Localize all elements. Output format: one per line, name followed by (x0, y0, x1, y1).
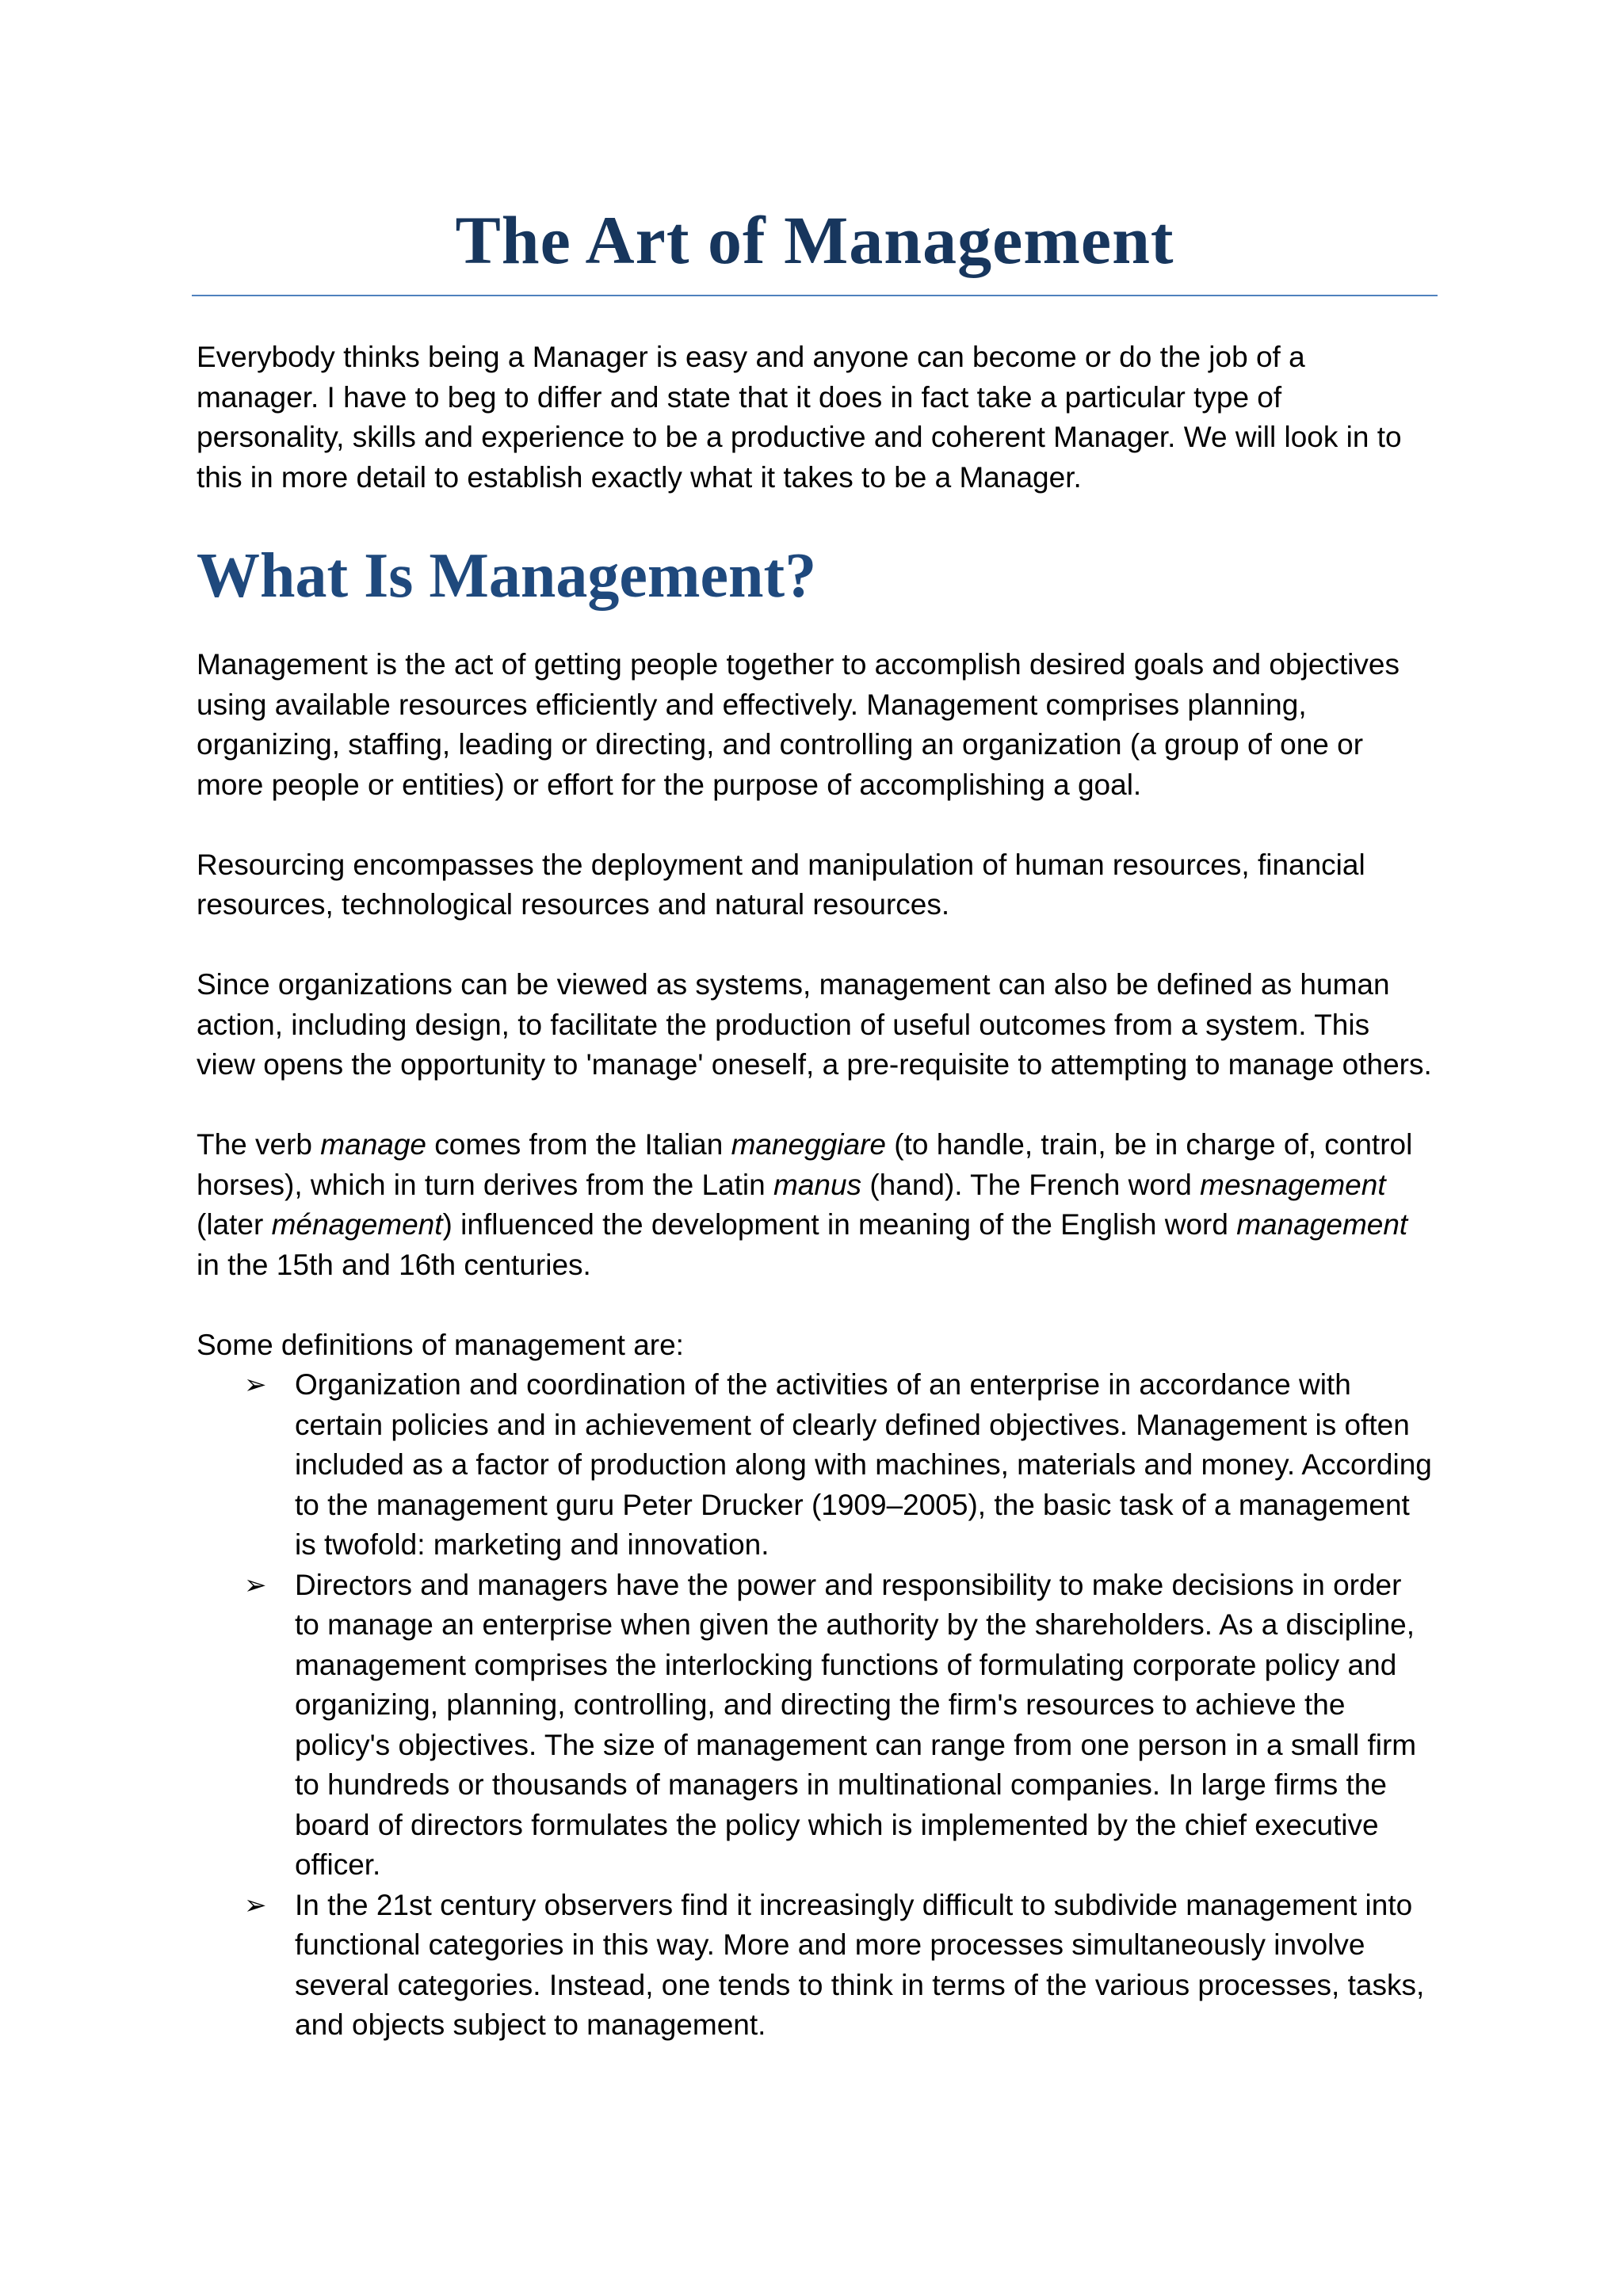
etymology-term: manage (320, 1128, 427, 1161)
etymology-term: maneggiare (731, 1128, 886, 1161)
arrow-bullet-icon: ➢ (244, 1369, 267, 1401)
etymology-text: ) influenced the development in meaning of the English word (442, 1208, 1237, 1241)
resourcing-paragraph: Resourcing encompasses the deployment and manipulation of human resources, financial resources, technological resources and natural resources. (197, 848, 1365, 921)
etymology-text: The verb (197, 1128, 321, 1161)
definitions-list (197, 1365, 1433, 2046)
etymology-text: in the 15th and 16th centuries. (197, 1248, 591, 1281)
definition-paragraph: Management is the act of getting people together to accomplish desired goals and objectives using available resources efficiently and effectively. Management comprises planning, organizing, staffing, leading or directing, and controlling an organization (a group of one or more people or entities) or effort for the purpose of accomplishing a goal. (197, 648, 1400, 801)
list-item (197, 1886, 1433, 2046)
etymology-text: (to handle, train, be in charge of, control horses), which in turn derives from the Latin (197, 1128, 1413, 1201)
etymology-term: mesnagement (1200, 1168, 1386, 1201)
etymology-term: management (1236, 1208, 1408, 1241)
section-heading: What Is Management? (197, 541, 817, 611)
etymology-text: comes from the Italian (426, 1128, 731, 1161)
arrow-bullet-icon: ➢ (244, 1889, 267, 1921)
list-item-text: In the 21st century observers find it increasingly difficult to subdivide management into functional categories in this way. More and more processes simultaneously involve several categories. Instead, one tends to think in terms of the various processes, tasks, and objects subject to management. (295, 1888, 1425, 2041)
etymology-term: ménagement (271, 1208, 443, 1241)
etymology-text: (hand). The French word (861, 1168, 1201, 1201)
intro-paragraph: Everybody thinks being a Manager is easy and anyone can become or do the job of a manager. I have to beg to differ and state that it does in fact take a particular type of personality, skills and experience to be a productive and coherent Manager. We will look in to this in more detail to establish exactly what it takes to be a Manager. (197, 341, 1402, 494)
definitions-intro: Some definitions of management are: (197, 1328, 684, 1361)
list-item-text: Organization and coordination of the activities of an enterprise in accordance with certain policies and in achievement of clearly defined objectives. Management is often included as a factor of production along with machines, materials and money. According to the management guru Peter Drucker (1909–2005), the basic task of a management is twofold: marketing and innovation. (295, 1368, 1432, 1561)
systems-paragraph: Since organizations can be viewed as systems, management can also be defined as human action, including design, to facilitate the production of useful outcomes from a system. This view opens the opportunity to 'manage' oneself, a pre-requisite to attempting to manage others. (197, 968, 1432, 1081)
arrow-bullet-icon: ➢ (244, 1569, 267, 1601)
list-item-text: Directors and managers have the power and responsibility to make decisions in order to manage an enterprise when given the authority by the shareholders. As a discipline, management comprises the interlocking functions of formulating corporate policy and organizing, planning, controlling, and directing the firm's resources to achieve the policy's objectives. The size of management can range from one person in a small firm to hundreds or thousands of managers in multinational companies. In large firms the board of directors formulates the policy which is implemented by the chief executive officer. (295, 1568, 1417, 1881)
title-underline (192, 295, 1438, 296)
etymology-text: (later (197, 1208, 272, 1241)
list-item (197, 1365, 1433, 1566)
etymology-term: manus (773, 1168, 862, 1201)
etymology-paragraph (197, 1125, 1433, 1285)
list-item (197, 1566, 1433, 1886)
document-title: The Art of Management (455, 202, 1174, 278)
document-body (197, 190, 1433, 2046)
